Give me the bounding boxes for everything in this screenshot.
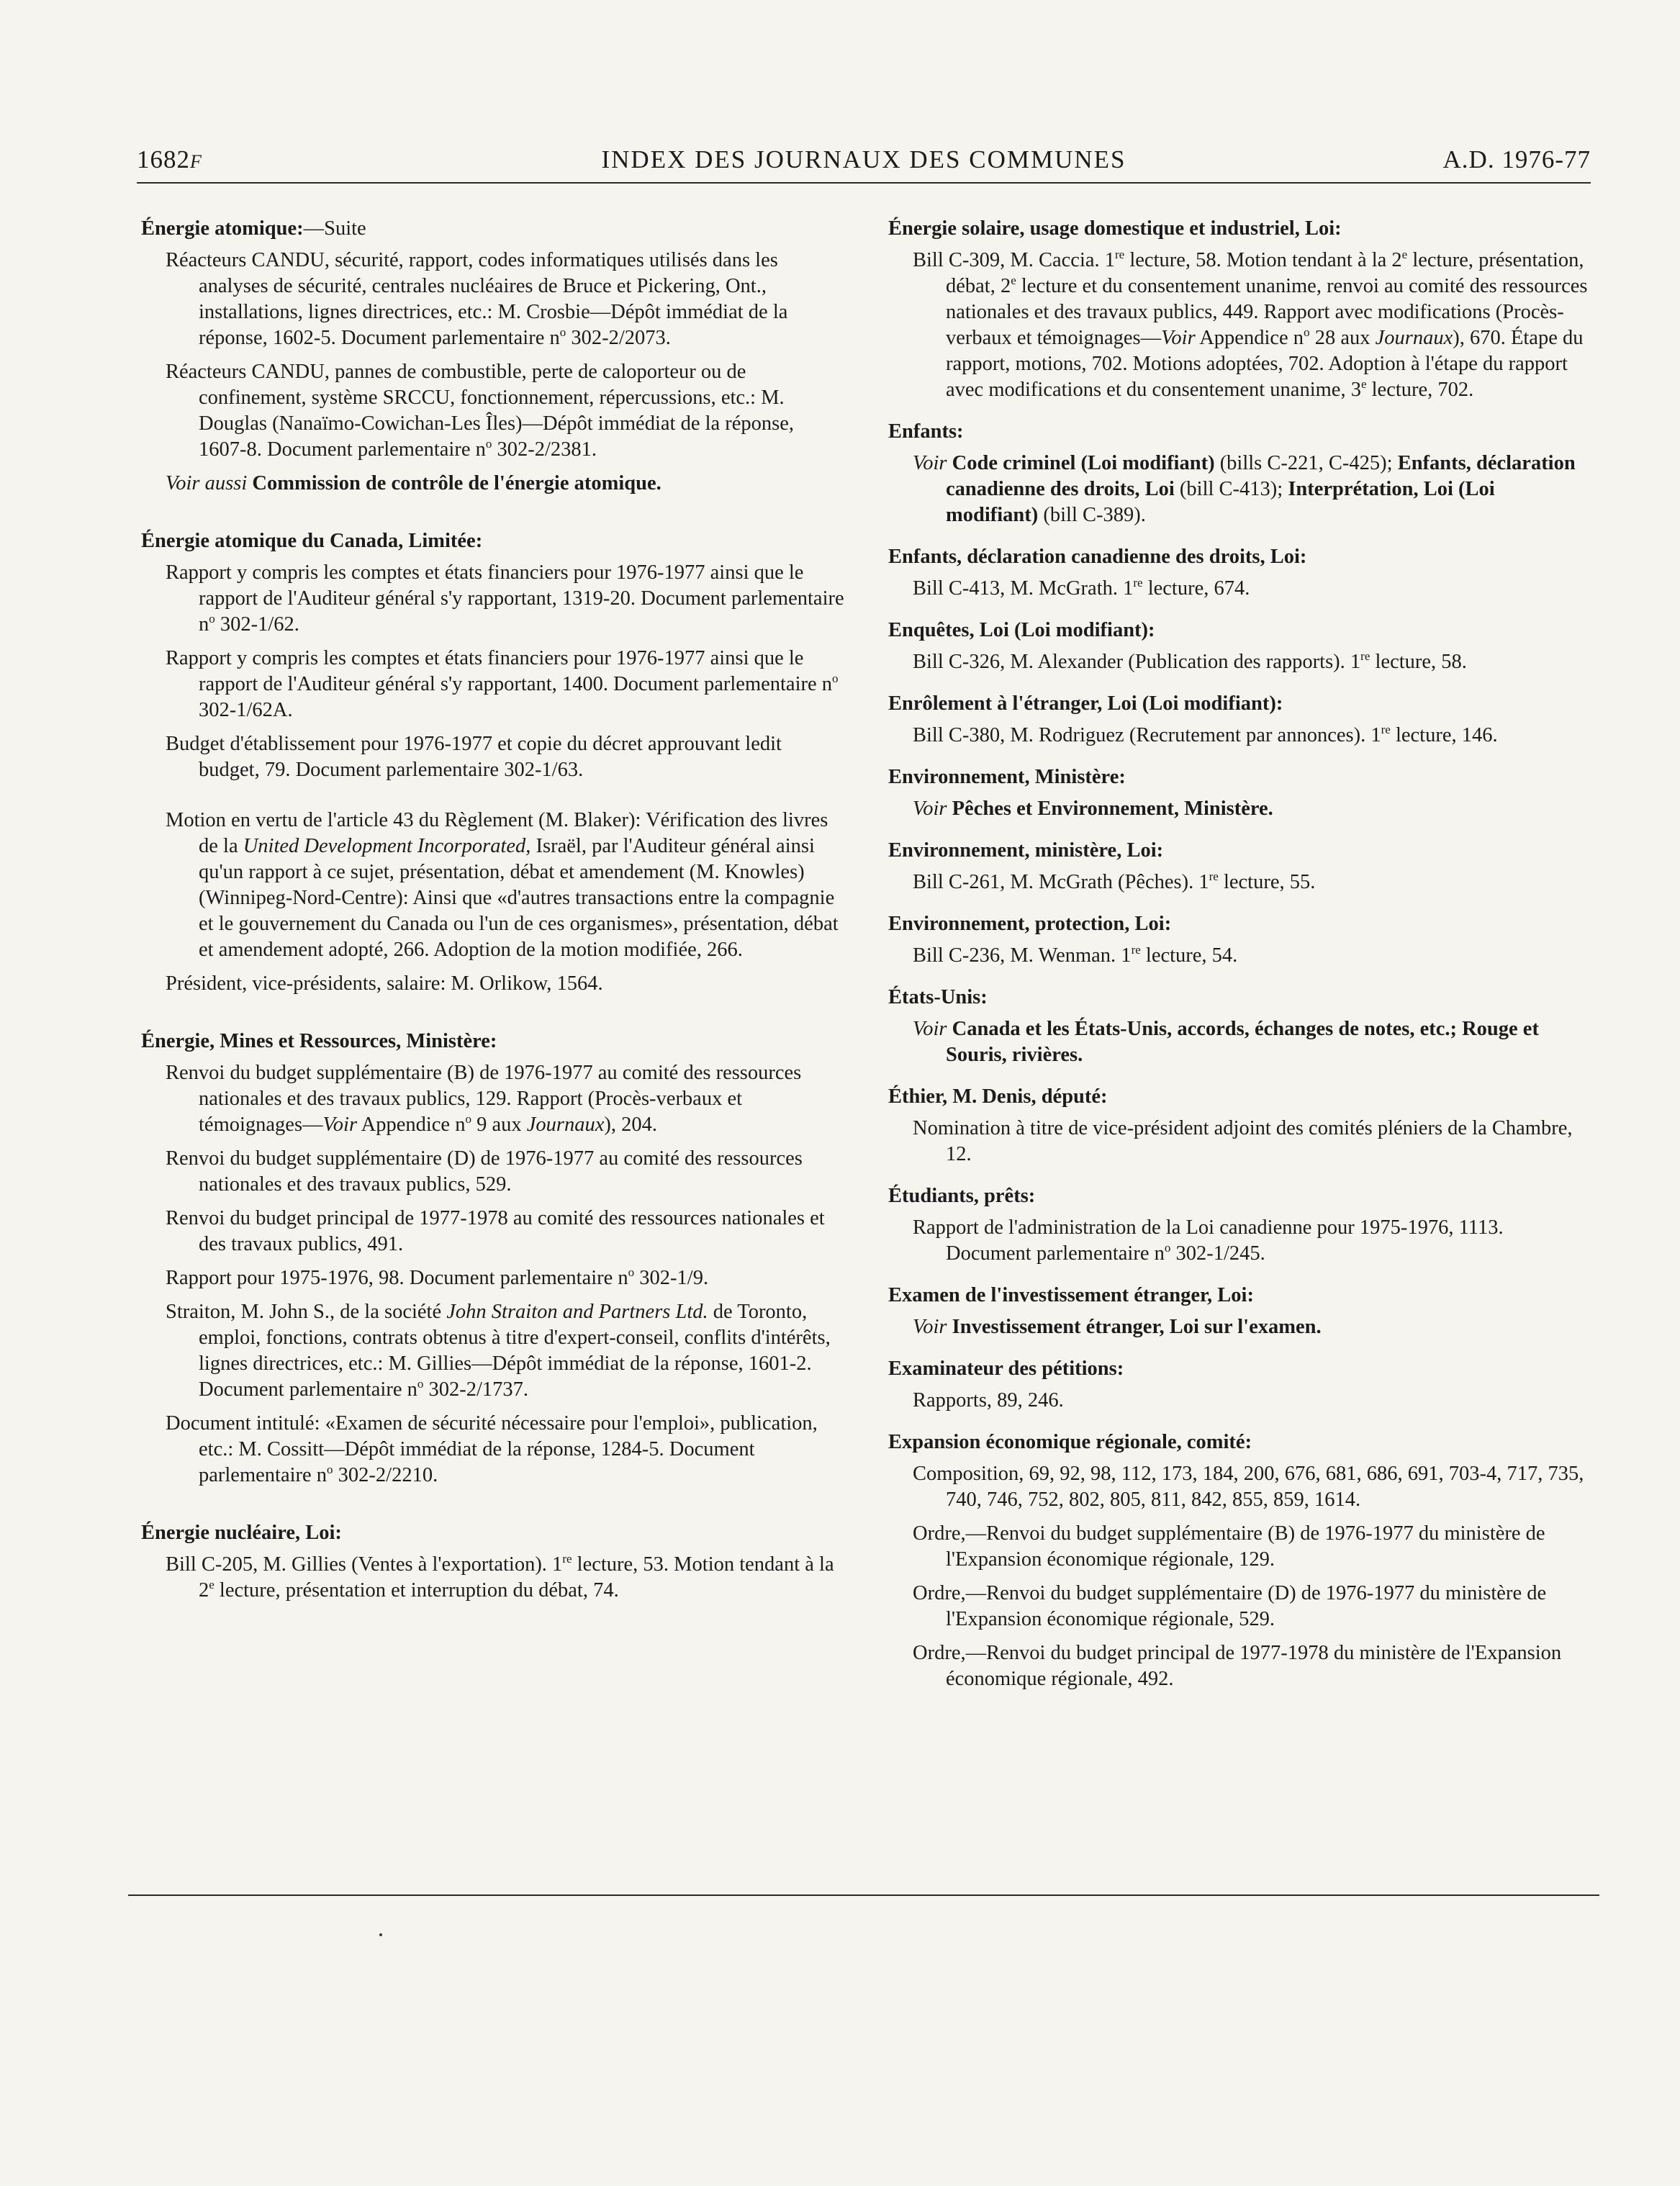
entry-text: Pêches et Environnement, Ministère. [952,798,1273,820]
index-entry [888,870,1590,895]
index-entry [141,471,846,497]
page-header [137,145,1591,181]
entry-text: Commission de contrôle de l'énergie atomique. [252,472,661,494]
entry-text: Bill C-309, M. Caccia. 1 [913,249,1116,271]
heading-text: Environnement, ministère, Loi: [888,839,1164,862]
heading-text: Examen de l'investissement étranger, Loi: [888,1284,1254,1306]
entry-text: 9 aux [471,1114,527,1136]
heading-text: Enrôlement à l'étranger, Loi (Loi modifiant): [888,692,1283,715]
heading-text: Enquêtes, Loi (Loi modifiant): [888,619,1155,641]
entry-text: Budget d'établissement pour 1976-1977 et copie du décret approuvant ledit budget, 79. Document parlementaire 302-1/63. [166,733,782,781]
entry-text: e [1360,377,1367,391]
index-entry [888,796,1590,822]
heading-text: Enfants: [888,420,964,443]
entry-text: Canada et les États-Unis, accords, échanges de notes, etc.; Rouge et Souris, rivières. [946,1018,1539,1066]
entry-text: lecture, 146. [1390,724,1498,746]
section-heading [888,985,1590,1011]
entry-text: Bill C-205, M. Gillies (Ventes à l'exportation). 1 [166,1553,563,1576]
entry-text: , Israël, par l'Auditeur général ainsi qu'un rapport à ce sujet, présentation, débat et amendement (M. Knowles) (Winnipeg-Nord-Centre): Ainsi que «d'autres transactions entre la compagnie et le gouvernement du Canada ou l'un de ces organismes», présentation, débat et amendement adopté, 266. Adoption de la motion modifiée, 266. [199,835,839,961]
left-column [141,216,846,1620]
entry-text: Enfants, déclaration canadienne des droits, Loi [946,452,1576,500]
index-entry [141,1265,846,1291]
entry-text: Code criminel (Loi modifiant) [952,452,1215,474]
entry-text [947,1316,952,1338]
entry-text: Nomination à titre de vice-président adjoint des comités pléniers de la Chambre, 12. [913,1117,1573,1165]
entry-text: Bill C-261, M. McGrath (Pêches). 1 [913,871,1209,893]
index-entry [141,1552,846,1604]
entry-text: re [1381,723,1391,736]
entry-text: re [1209,870,1219,883]
entry-text: 302-1/245. [1170,1242,1265,1265]
entry-text: 302-1/9. [634,1267,709,1289]
index-entry [888,649,1590,675]
entry-text: Voir [1161,327,1196,349]
entry-text: e [1011,274,1016,287]
entry-text: Ordre,—Renvoi du budget supplémentaire (D) de 1976-1977 du ministère de l'Expansion économique régionale, 529. [913,1582,1547,1630]
index-section [888,1430,1590,1692]
entry-text: 302-2/2073. [566,327,671,349]
entry-text: 302-2/1737. [423,1378,529,1401]
section-heading [888,618,1590,643]
entry-text: Voir [913,798,947,820]
heading-suffix: —Suite [303,217,366,240]
entry-text: Renvoi du budget principal de 1977-1978 au comité des ressources nationales et des travaux publics, 491. [166,1207,825,1255]
entry-text: Appendice n [357,1114,466,1136]
year-label: A.D. 1976-77 [1442,145,1591,173]
index-entry [141,1206,846,1257]
index-entry [141,1060,846,1138]
entry-text: Bill C-236, M. Wenman. 1 [913,944,1132,967]
section-heading [888,1430,1590,1455]
index-section [141,1520,846,1604]
heading-text: Énergie, Mines et Ressources, Ministère: [141,1030,497,1052]
heading-text: Examinateur des pétitions: [888,1358,1124,1380]
index-section [888,1356,1590,1414]
heading-text: Environnement, Ministère: [888,766,1126,788]
entry-text: e [1401,248,1408,261]
entry-text: Interprétation, Loi (Loi modifiant) [946,478,1495,526]
entry-text: o [465,1112,471,1126]
entry-text: Réacteurs CANDU, sécurité, rapport, codes informatiques utilisés dans les analyses de sécurité, centrales nucléaires de Bruce et Pickering, Ont., installations, lignes directrices, etc.: M. Crosbie—Dépôt immédiat de la réponse, 1602-5. Document parlementaire n [166,249,788,349]
index-section [888,764,1590,822]
section-heading [141,1029,846,1054]
index-entry [888,1640,1590,1692]
entry-text: o [1164,1241,1171,1255]
index-section [888,1183,1590,1267]
index-entry [888,248,1590,403]
entry-text: re [1131,943,1141,957]
entry-text: Motion en vertu de l'article 43 du Règlement (M. Blaker): Vérification des livres de la [166,809,828,857]
index-entry [141,1146,846,1198]
entry-text: lecture, 702. [1366,379,1474,401]
index-entry [888,1521,1590,1573]
index-entry [888,943,1590,969]
heading-text: Éthier, M. Denis, député: [888,1085,1108,1108]
right-column [888,216,1590,1708]
index-section [888,1283,1590,1340]
entry-text: Bill C-380, M. Rodriguez (Recrutement par annonces). 1 [913,724,1381,746]
page-number: 1682F [137,145,203,173]
index-section [141,216,846,497]
entry-text: o [327,1463,333,1476]
index-section [888,838,1590,895]
entry-text: United Development Incorporated [243,835,526,857]
index-entry [141,731,846,783]
heading-text: Étudiants, prêts: [888,1185,1036,1207]
section-heading [888,216,1590,242]
section-heading [888,1283,1590,1309]
index-entry [141,808,846,963]
entry-text: Réacteurs CANDU, pannes de combustible, perte de caloporteur ou de confinement, système SRCCU, fonctionnement, répercussions, etc.: M. Douglas (Nanaïmo-Cowichan-Les Îles)—Dépôt immédiat de la réponse, 1607-8. Document parlementaire n [166,361,795,461]
entry-text: Document intitulé: «Examen de sécurité nécessaire pour l'emploi», publication, etc.: M. Cossitt—Dépôt immédiat de la réponse, 1284-5. Document parlementaire n [166,1412,818,1486]
section-heading [888,1356,1590,1382]
entry-text: Ordre,—Renvoi du budget supplémentaire (B) de 1976-1977 du ministère de l'Expansion économique régionale, 129. [913,1522,1545,1571]
entry-text: re [1360,649,1370,663]
index-entry [141,1411,846,1489]
heading-text: Expansion économique régionale, comité: [888,1431,1252,1453]
print-speck [379,1933,382,1936]
index-section [141,1029,846,1489]
entry-text: Voir [322,1114,358,1136]
heading-text: Environnement, protection, Loi: [888,913,1172,935]
entry-text: e [209,1578,214,1591]
index-entry [141,248,846,351]
entry-text: o [209,612,215,625]
entry-text: Rapport pour 1975-1976, 98. Document parlementaire n [166,1267,628,1289]
entry-text: lecture, 55. [1218,871,1316,893]
index-entry [888,1581,1590,1632]
page-title: INDEX DES JOURNAUX DES COMMUNES [601,145,1126,173]
section-heading [888,838,1590,864]
entry-text: Rapport de l'administration de la Loi canadienne pour 1975-1976, 1113. Document parlementaire n [913,1216,1504,1265]
index-section [141,528,846,997]
index-entry [141,646,846,723]
entry-text: Bill C-326, M. Alexander (Publication des rapports). 1 [913,651,1361,673]
index-section [888,419,1590,528]
entry-text: o [485,437,492,451]
header-rule [137,182,1591,184]
entry-text: 302-1/62A. [199,699,293,721]
index-section [888,618,1590,675]
entry-text: lecture et du consentement unanime, renvoi au comité des ressources nationales et des travaux publics, 449. Rapport avec modifications (Procès-verbaux et témoignages— [946,275,1588,349]
index-section [888,985,1590,1068]
entry-text: Straiton, M. John S., de la société [166,1301,447,1323]
heading-text: États-Unis: [888,986,988,1008]
entry-text [947,798,952,820]
section-heading [888,911,1590,937]
heading-text: Énergie atomique du Canada, Limitée: [141,530,483,552]
entry-text: 28 aux [1309,327,1376,349]
index-section [888,911,1590,969]
entry-text: lecture, présentation et interruption du débat, 74. [214,1579,619,1602]
entry-text: Appendice n [1195,327,1304,349]
entry-text: re [1115,248,1125,261]
entry-text: Voir aussi [166,472,248,494]
index-entry [888,1388,1590,1414]
index-entry [888,1116,1590,1167]
entry-text: ), 204. [604,1114,657,1136]
entry-text: lecture, 54. [1140,944,1238,967]
index-entry [141,560,846,638]
entry-text: Voir [913,1018,947,1040]
section-heading [888,419,1590,445]
entry-text: 302-2/2381. [492,438,597,461]
entry-text: o [417,1377,424,1391]
entry-text: Journaux [526,1114,605,1136]
entry-text: ), 670. Étape du rapport, motions, 702. Motions adoptées, 702. Adoption à l'étape du rapport avec modifications et du consentement unanime, 3 [946,327,1584,401]
entry-text: Composition, 69, 92, 98, 112, 173, 184, 200, 676, 681, 686, 691, 703-4, 717, 735, 740, 746, 752, 802, 805, 811, 842, 855, 859, 1614. [913,1463,1584,1511]
entry-text: lecture, présentation, débat, 2 [946,249,1584,297]
entry-text: re [562,1552,572,1566]
entry-text: Investissement étranger, Loi sur l'examen. [952,1316,1322,1338]
entry-text: Rapport y compris les comptes et états financiers pour 1976-1977 ainsi que le rapport de l'Auditeur général s'y rapportant, 1400. Document parlementaire n [166,647,833,695]
index-entry [888,1461,1590,1513]
index-entry [888,451,1590,528]
entry-text: Bill C-413, M. McGrath. 1 [913,577,1134,600]
entry-text: Président, vice-présidents, salaire: M. Orlikow, 1564. [166,972,603,995]
section-heading [141,528,846,554]
footer-rule [128,1894,1599,1896]
heading-text: Enfants, déclaration canadienne des droits, Loi: [888,546,1307,568]
entry-text: re [1133,576,1143,590]
entry-text: o [832,672,839,685]
entry-text: lecture, 53. Motion tendant à la 2 [199,1553,834,1602]
entry-text [947,1018,952,1040]
section-heading [888,764,1590,790]
entry-text: de Toronto, emploi, fonctions, contrats obtenus à titre d'expert-conseil, conflits d'intérêts, lignes directrices, etc.: M. Gillies—Dépôt immédiat de la réponse, 1601-2. Document parlementaire n [199,1301,831,1401]
section-heading [888,544,1590,570]
index-entry [888,576,1590,602]
index-entry [141,971,846,997]
entry-text: lecture, 674. [1142,577,1250,600]
page-number-suffix: F [190,151,203,172]
entry-text: John Straiton and Partners Ltd. [446,1301,708,1323]
entry-text: o [559,325,566,339]
entry-text: (bills C-221, C-425); [1214,452,1398,474]
section-heading [888,1183,1590,1209]
entry-text: Rapport y compris les comptes et états financiers pour 1976-1977 ainsi que le rapport de l'Auditeur général s'y rapportant, 1319-20. Document parlementaire n [166,561,844,636]
heading-text: Énergie atomique: [141,217,304,240]
index-section [888,544,1590,602]
index-entry [141,1299,846,1403]
section-heading [888,691,1590,717]
heading-text: Énergie solaire, usage domestique et industriel, Loi: [888,217,1342,240]
index-section [888,216,1590,403]
entry-text: Journaux [1375,327,1453,349]
entry-text: 302-1/62. [214,613,299,636]
index-entry [888,1314,1590,1340]
entry-text: o [1304,325,1310,339]
entry-text: Rapports, 89, 246. [913,1389,1064,1412]
entry-text: Voir [913,452,947,474]
index-entry [141,359,846,463]
index-entry [888,723,1590,749]
entry-text: (bill C-389). [1038,504,1146,526]
entry-text: Ordre,—Renvoi du budget principal de 1977-1978 du ministère de l'Expansion économique régionale, 492. [913,1642,1562,1690]
entry-text [947,452,952,474]
index-entry [888,1215,1590,1267]
heading-text: Énergie nucléaire, Loi: [141,1522,342,1544]
entry-text: Voir [913,1316,947,1338]
section-heading [888,1084,1590,1110]
index-section [888,691,1590,749]
entry-text: lecture, 58. [1370,651,1467,673]
entry-text: lecture, 58. Motion tendant à la 2 [1124,249,1402,271]
entry-text: (bill C-413); [1174,478,1288,500]
index-section [888,1084,1590,1167]
section-heading [141,1520,846,1546]
index-entry [888,1016,1590,1068]
entry-text: Renvoi du budget supplémentaire (B) de 1976-1977 au comité des ressources nationales et des travaux publics, 129. Rapport (Procès-verbaux et témoignages— [166,1062,802,1136]
section-heading [141,216,846,242]
entry-text: Renvoi du budget supplémentaire (D) de 1976-1977 au comité des ressources nationales et des travaux publics, 529. [166,1147,803,1196]
entry-text: o [628,1265,635,1279]
entry-text: 302-2/2210. [333,1464,438,1486]
